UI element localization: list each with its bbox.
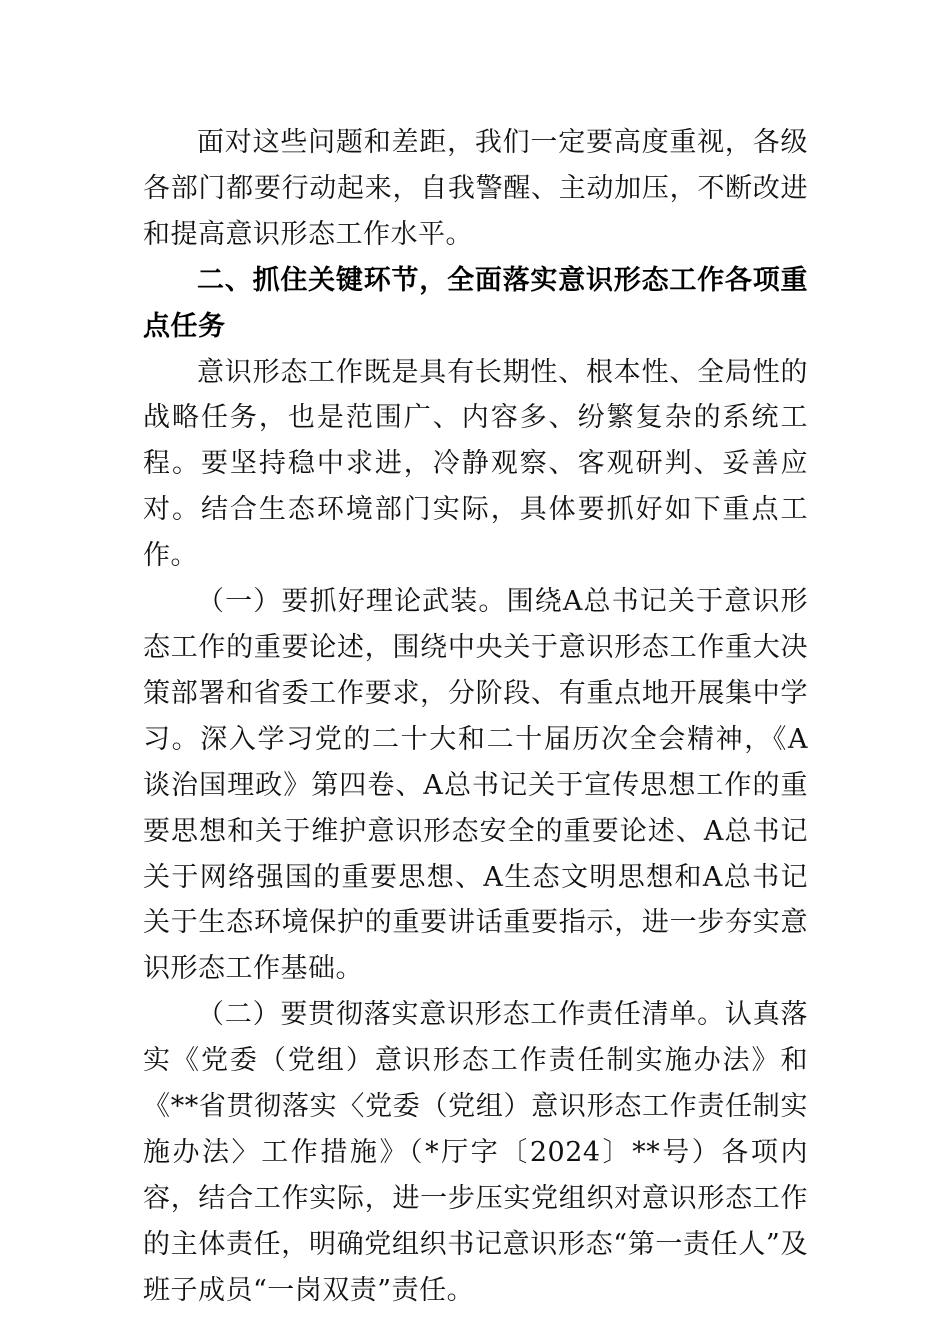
paragraph-item-2: （二）要贯彻落实意识形态工作责任清单。认真落实《党委（党组）意识形态工作责任制实施办法》和《**省贯彻落实〈党委（党组）意识形态工作责任制实施办法〉工作措施》（*厅字〔2024〕**号）各项内容，结合工作实际，进一步压实党组织对意识形态工作的主体责任，明确党组织书记意识形态“第一责任人”及班子成员“一岗双责”责任。: [143, 999, 808, 1306]
section-heading-2: 二、抓住关键环节，全面落实意识形态工作各项重点任务: [143, 264, 808, 342]
paragraph-intro: 意识形态工作既是具有长期性、根本性、全局性的战略任务，也是范围广、内容多、纷繁复杂的系统工程。要坚持稳中求进，冷静观察、客观研判、妥善应对。结合生态环境部门实际，具体要抓好如下重点工作。: [143, 356, 808, 572]
paragraph-problems: 面对这些问题和差距，我们一定要高度重视，各级各部门都要行动起来，自我警醒、主动加压，不断改进和提高意识形态工作水平。: [143, 127, 808, 250]
document-body: [143, 120, 808, 1314]
paragraph-item-1: （一）要抓好理论武装。围绕A总书记关于意识形态工作的重要论述，围绕中央关于意识形态工作重大决策部署和省委工作要求，分阶段、有重点地开展集中学习。深入学习党的二十大和二十届历次全会精神，《A谈治国理政》第四卷、A总书记关于宣传思想工作的重要思想和关于维护意识形态安全的重要论述、A总书记关于网络强国的重要思想、A生态文明思想和A总书记关于生态环境保护的重要讲话重要指示，进一步夯实意识形态工作基础。: [143, 586, 808, 985]
